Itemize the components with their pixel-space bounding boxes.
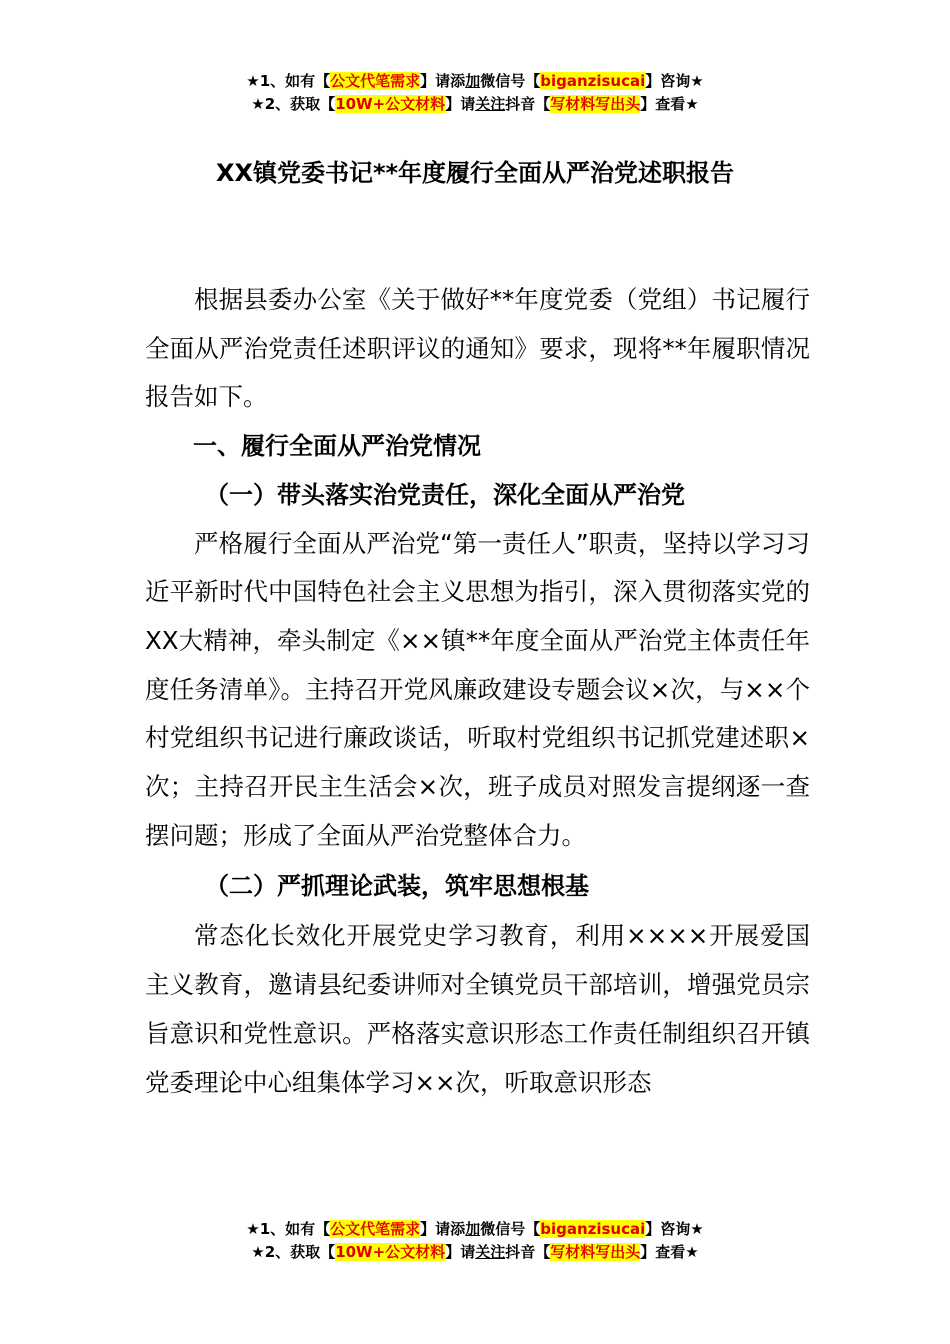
promo-underlined-text: 关注 [475,95,506,113]
promo-wechat-id: biganzisucai [540,1220,646,1238]
promo-wechat-id: biganzisucai [540,72,646,90]
header-promo-banner [0,70,950,116]
promo-highlight: 10W+公文材料 [335,95,446,113]
section-heading: 一、履行全面从严治党情况 [193,432,481,461]
promo-line-2 [0,93,950,116]
promo-douyin-id: 写材料写出头 [550,1243,641,1261]
promo-text: ★2、获取【 [251,1243,336,1261]
intro-paragraph: 根据县委办公室《关于做好**年度党委（党组）书记履行全面从严治党责任述职评议的通知》要求，现将**年履职情况报告如下。 [145,285,810,412]
document-title: XX镇党委书记**年度履行全面从严治党述职报告 [215,159,735,187]
promo-text: 微信号【 [480,1220,541,1238]
subsection-heading: （二）严抓理论武装，筑牢思想根基 [205,872,589,901]
promo-text: 微信号【 [480,72,541,90]
promo-text: 】请 [445,1243,476,1261]
promo-line-2 [0,1241,950,1264]
promo-line-1 [0,70,950,93]
promo-text: 】咨询★ [645,72,704,90]
document-body [145,276,810,1107]
promo-underlined-text: 关注 [475,1243,506,1261]
promo-text: 】请添 [420,72,466,90]
promo-text: 】请添 [420,1220,466,1238]
body-paragraph: 严格履行全面从严治党“第一责任人”职责，坚持以学习习近平新时代中国特色社会主义思想为指引，深入贯彻落实党的XX大精神，牵头制定《××镇**年度全面从严治党主体责任年度任务清单》。主持召开党风廉政建设专题会议×次，与××个村党组织书记进行廉政谈话，听取村党组织书记抓党建述职×次；主持召开民主生活会×次，班子成员对照发言提纲逐一查摆问题；形成了全面从严治党整体合力。 [145,528,810,850]
promo-text: ★2、获取【 [251,95,336,113]
promo-text: 】请 [445,95,476,113]
promo-text: 】查看★ [640,95,699,113]
promo-text: ★1、如有【 [246,72,331,90]
promo-text: 】咨询★ [645,1220,704,1238]
promo-underlined-text: 加 [465,1220,481,1238]
promo-text: ★1、如有【 [246,1220,331,1238]
body-paragraph: 常态化长效化开展党史学习教育，利用××××开展爱国主义教育，邀请县纪委讲师对全镇党员干部培训，增强党员宗旨意识和党性意识。严格落实意识形态工作责任制组织召开镇党委理论中心组集体学习××次，听取意识形态 [145,921,810,1097]
promo-text: 】查看★ [640,1243,699,1261]
subsection-heading: （一）带头落实治党责任，深化全面从严治党 [205,480,685,509]
promo-highlight: 公文代笔需求 [330,1220,421,1238]
promo-underlined-text: 加 [465,72,481,90]
promo-douyin-id: 写材料写出头 [550,95,641,113]
promo-highlight: 10W+公文材料 [335,1243,446,1261]
promo-text: 抖音【 [505,1243,551,1261]
promo-text: 抖音【 [505,95,551,113]
promo-line-1 [0,1218,950,1241]
promo-highlight: 公文代笔需求 [330,72,421,90]
footer-promo-banner [0,1218,950,1264]
